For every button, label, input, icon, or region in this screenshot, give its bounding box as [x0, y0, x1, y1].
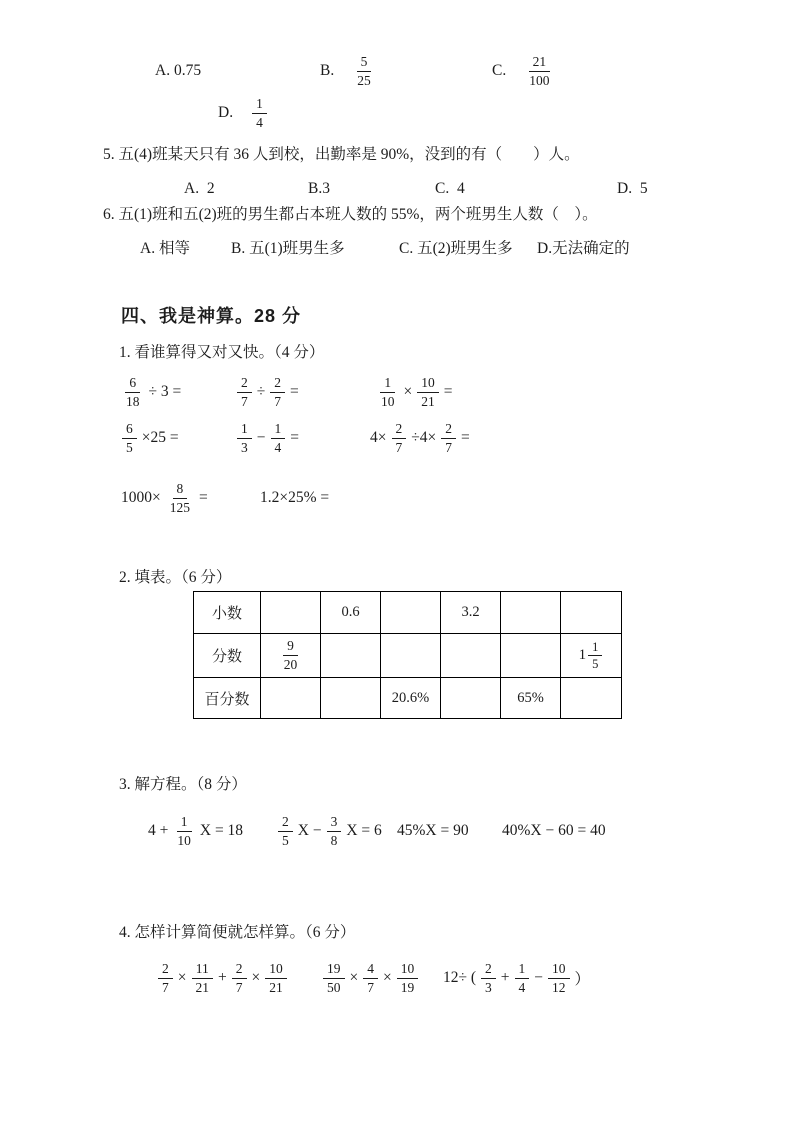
table-cell: 1 $\frac{1}{5}$	[561, 634, 622, 678]
simplify-title: 4. 怎样计算简便就怎样算。（6 分）	[119, 924, 356, 941]
simplify-expression-3: 12÷ ( $\frac{2}{3}$ + $\frac{1}{4}$ − $\frac{10}{12}$ ）	[443, 960, 591, 995]
equation-2: $\frac{2}{5}$ X − $\frac{3}{8}$ X = 6	[275, 808, 384, 854]
table-cell: $\frac{9}{20}$	[261, 634, 321, 678]
table-cell	[261, 678, 321, 719]
option-label: C.	[492, 62, 507, 79]
table-row	[194, 634, 622, 678]
question4-option-b	[320, 50, 378, 92]
option-fraction: $\frac{5}{25}$	[357, 53, 371, 88]
question5-option-c: C. 4	[435, 180, 465, 197]
table-cell	[381, 592, 441, 634]
calc-title: 1. 看谁算得又对又快。（4 分）	[119, 344, 325, 361]
equation-4: 40%X − 60 = 40	[502, 822, 606, 839]
table-cell: 20.6%	[381, 678, 441, 719]
calc-expression-4: $\frac{6}{5}$ ×25 =	[119, 418, 181, 458]
question6-option-a: A. 相等	[140, 240, 190, 257]
fill-table-title: 2. 填表。（6 分）	[119, 569, 232, 586]
table-cell: 0.6	[321, 592, 381, 634]
option-label: B.	[320, 62, 335, 79]
table-cell	[321, 678, 381, 719]
table-row-label: 百分数	[194, 678, 261, 719]
calc-expression-6: 4× $\frac{2}{7}$ ÷4× $\frac{2}{7}$ =	[370, 420, 470, 455]
question5-option-a: A. 2	[184, 180, 215, 197]
simplify-expression-1: $\frac{2}{7}$ × $\frac{11}{21}$ + $\frac{2}{7}$ × $\frac{10}{21}$	[155, 954, 290, 1002]
question4-option-d	[218, 92, 270, 134]
calc-expression-5: $\frac{1}{3}$ − $\frac{1}{4}$ =	[234, 418, 301, 458]
equation-1: 4 + $\frac{1}{10}$ X = 18	[148, 813, 244, 848]
question4-option-a: A. 0.75	[155, 62, 202, 79]
calc-expression-2: $\frac{2}{7}$ ÷ $\frac{2}{7}$ =	[234, 372, 301, 412]
table-cell	[501, 634, 561, 678]
question6-option-c: C. 五(2)班男生多	[399, 240, 513, 257]
calc-expression-8: 1.2×25% =	[260, 489, 330, 506]
option-fraction: $\frac{1}{4}$	[249, 96, 270, 130]
table-cell	[441, 678, 501, 719]
table-row	[194, 592, 622, 634]
table-cell: 65%	[501, 678, 561, 719]
table-cell	[321, 634, 381, 678]
question6-option-d: D.无法确定的	[537, 240, 630, 257]
table-cell	[261, 592, 321, 634]
equations-title: 3. 解方程。（8 分）	[119, 776, 247, 793]
question5-option-d: D. 5	[617, 180, 648, 197]
table-cell	[561, 678, 622, 719]
section-title: 四、我是神算。28 分	[121, 306, 302, 326]
calc-expression-7: 1000× $\frac{8}{125}$ =	[121, 480, 208, 515]
table-cell	[561, 592, 622, 634]
question4-option-c	[492, 50, 556, 92]
table-row	[194, 678, 622, 719]
equation-3: 45%X = 90	[397, 822, 469, 839]
table-cell	[381, 634, 441, 678]
calc-expression-1: $\frac{6}{18}$ ÷ 3 =	[126, 374, 182, 409]
question5-text: 5. 五(4)班某天只有 36 人到校，出勤率是 90%，没到的有（ ）人。	[103, 146, 580, 163]
table-row-label: 小数	[194, 592, 261, 634]
question6-text: 6. 五(1)班和五(2)班的男生都占本班人数的 55%，两个班男生人数（ ）。	[103, 206, 598, 223]
table-cell	[501, 592, 561, 634]
question5-option-b: B.3	[308, 180, 330, 197]
calc-expression-3: $\frac{1}{10}$ × $\frac{10}{21}$ =	[381, 374, 453, 409]
option-label: D.	[218, 104, 234, 121]
option-fraction: $\frac{21}{100}$	[529, 53, 550, 88]
fill-table	[193, 591, 622, 719]
question6-option-b: B. 五(1)班男生多	[231, 240, 345, 257]
table-cell: 3.2	[441, 592, 501, 634]
table-row-label: 分数	[194, 634, 261, 678]
table-cell	[441, 634, 501, 678]
simplify-expression-2: $\frac{19}{50}$ × $\frac{4}{7}$ × $\frac{10}{19}$	[320, 954, 421, 1002]
